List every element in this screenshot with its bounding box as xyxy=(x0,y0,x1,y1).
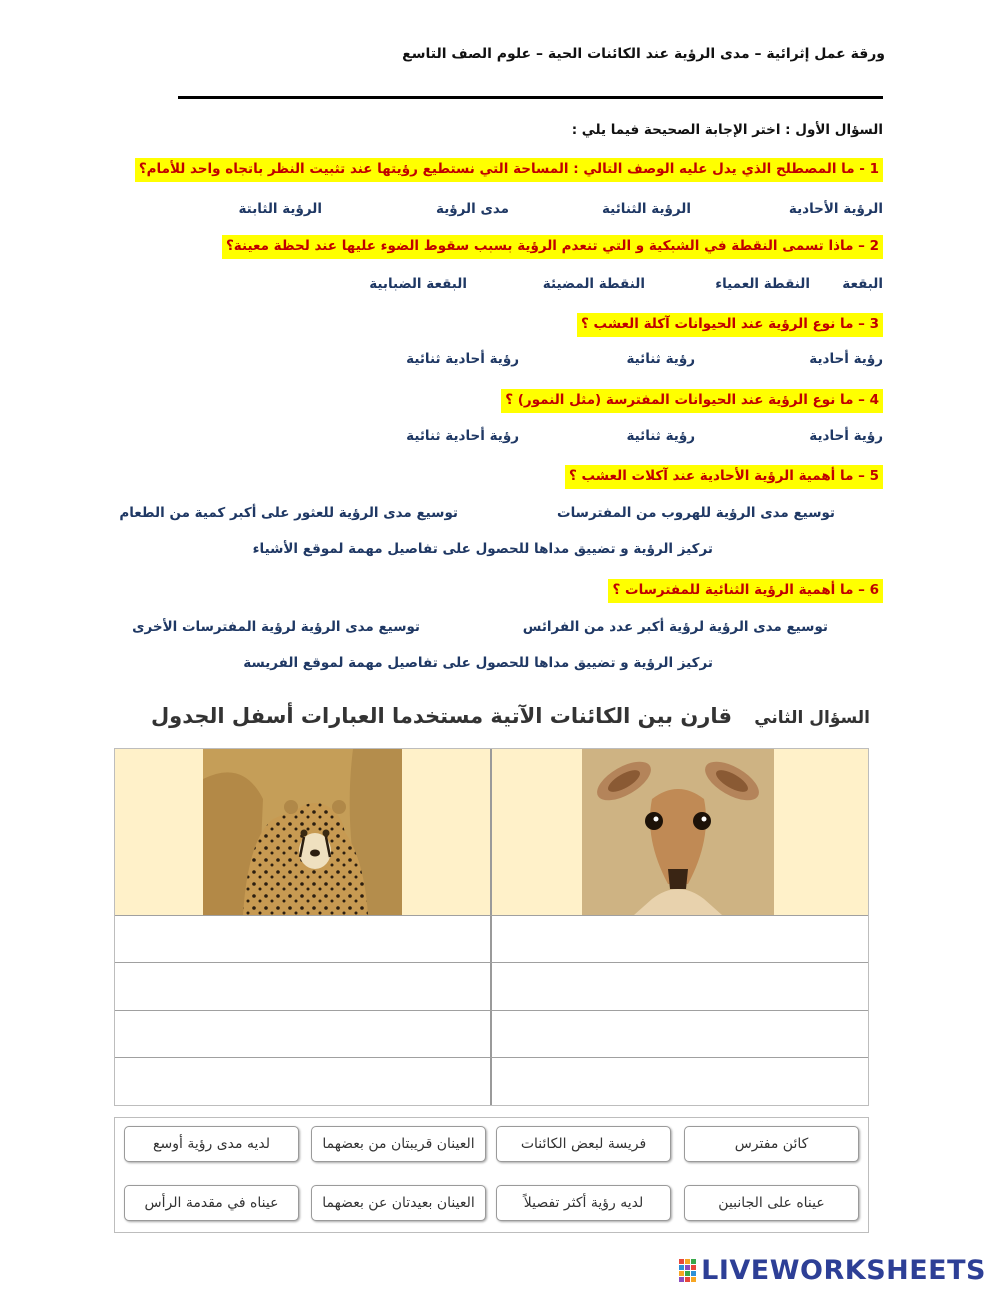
cheetah-answer-cell[interactable] xyxy=(115,916,490,960)
dikdik-answer-cell[interactable] xyxy=(492,963,868,1007)
word-bank-chip[interactable]: لديه رؤية أكثر تفصيلاً xyxy=(496,1185,671,1221)
comparison-table xyxy=(114,748,869,1106)
question-1: 1 - ما المصطلح الذي يدل عليه الوصف التالي : المساحة التي نستطيع رؤيتها عند تثبيت النظر باتجاه واحد للأمام؟ xyxy=(135,158,883,182)
q4-option-3[interactable]: رؤية أحادية ثنائية xyxy=(406,428,519,444)
q6-option-2[interactable]: توسيع مدى الرؤية لرؤية المفترسات الأخرى xyxy=(132,619,420,635)
word-bank-chip[interactable]: كائن مفترس xyxy=(684,1126,859,1162)
dikdik-image xyxy=(582,749,774,915)
dikdik-answer-cell[interactable] xyxy=(492,916,868,960)
cheetah-answer-cell[interactable] xyxy=(115,1058,490,1102)
q5-option-3[interactable]: تركيز الرؤية و تضييق مداها للحصول على تفاصيل مهمة لموقع الأشياء xyxy=(252,541,713,557)
section1-title: السؤال الأول : اختر الإجابة الصحيحة فيما يلي : xyxy=(571,122,883,138)
q4-option-2[interactable]: رؤية ثنائية xyxy=(626,428,695,444)
q3-option-2[interactable]: رؤية ثنائية xyxy=(626,351,695,367)
word-bank-chip[interactable]: فريسة لبعض الكائنات xyxy=(496,1126,671,1162)
dikdik-answer-cell[interactable] xyxy=(492,1011,868,1055)
cheetah-image xyxy=(203,749,402,915)
question-3: 3 – ما نوع الرؤية عند الحيوانات آكلة العشب ؟ xyxy=(577,313,883,337)
liveworksheets-logo-icon xyxy=(679,1259,697,1283)
question-6: 6 – ما أهمية الرؤية الثنائية للمفترسات ؟ xyxy=(608,579,883,603)
q1-option-3[interactable]: مدى الرؤية xyxy=(436,201,509,217)
q6-option-1[interactable]: توسيع مدى الرؤية لرؤية أكبر عدد من الفرائس xyxy=(522,619,828,635)
q5-option-1[interactable]: توسيع مدى الرؤية للهروب من المفترسات xyxy=(557,505,835,521)
liveworksheets-logo[interactable] xyxy=(679,1255,986,1286)
q4-option-1[interactable]: رؤية أحادية xyxy=(809,428,883,444)
q2-option-2[interactable]: النقطة العمياء xyxy=(715,276,810,292)
q1-option-1[interactable]: الرؤية الأحادية xyxy=(788,201,883,217)
header-divider xyxy=(178,96,883,99)
logo-text: LIVEWORKSHEETS xyxy=(701,1255,986,1286)
q3-option-3[interactable]: رؤية أحادية ثنائية xyxy=(406,351,519,367)
question-2: 2 – ماذا تسمى النقطة في الشبكية و التي تنعدم الرؤية بسبب سقوط الضوء عليها عند لحظة معينة؟ xyxy=(222,235,883,259)
section2-label: السؤال الثاني xyxy=(754,708,870,728)
word-bank-chip[interactable]: العينان قريبتان من بعضهما xyxy=(311,1126,486,1162)
question-4: 4 – ما نوع الرؤية عند الحيوانات المفترسة (مثل النمور) ؟ xyxy=(501,389,883,413)
q2-option-3[interactable]: النقطة المضيئة xyxy=(542,276,645,292)
q5-option-2[interactable]: توسيع مدى الرؤية للعثور على أكبر كمية من الطعام xyxy=(119,505,458,521)
q1-option-4[interactable]: الرؤية الثابتة xyxy=(238,201,322,217)
worksheet-title: ورقة عمل إثرائية – مدى الرؤية عند الكائنات الحية – علوم الصف التاسع xyxy=(402,46,885,62)
q1-option-2[interactable]: الرؤية الثنائية xyxy=(602,201,691,217)
q6-option-3[interactable]: تركيز الرؤية و تضييق مداها للحصول على تفاصيل مهمة لموقع الفريسة xyxy=(243,655,713,671)
dikdik-answer-cell[interactable] xyxy=(492,1058,868,1102)
word-bank-chip[interactable]: عيناه في مقدمة الرأس xyxy=(124,1185,299,1221)
cheetah-answer-cell[interactable] xyxy=(115,963,490,1007)
question-5: 5 – ما أهمية الرؤية الأحادية عند آكلات العشب ؟ xyxy=(565,465,883,489)
cheetah-answer-cell[interactable] xyxy=(115,1011,490,1055)
word-bank xyxy=(114,1117,869,1233)
q2-option-4[interactable]: البقعة الضبابية xyxy=(369,276,467,292)
word-bank-chip[interactable]: عيناه على الجانبين xyxy=(684,1185,859,1221)
section2-title: قارن بين الكائنات الآتية مستخدما العبارات أسفل الجدول xyxy=(150,704,732,728)
q2-option-1[interactable]: البقعة xyxy=(842,276,883,292)
word-bank-chip[interactable]: لديه مدى رؤية أوسع xyxy=(124,1126,299,1162)
word-bank-chip[interactable]: العينان بعيدتان عن بعضهما xyxy=(311,1185,486,1221)
q3-option-1[interactable]: رؤية أحادية xyxy=(809,351,883,367)
